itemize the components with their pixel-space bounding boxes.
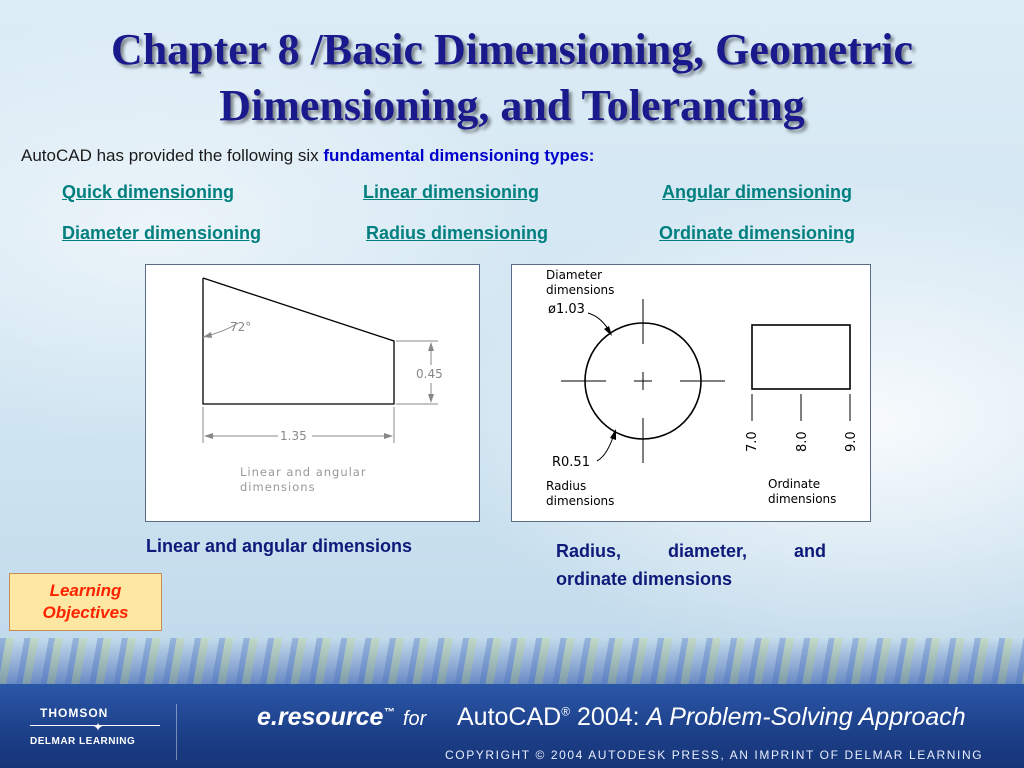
registered-mark: ®	[561, 704, 571, 719]
product-year: 2004:	[570, 703, 647, 731]
trademark-mark: ™	[383, 706, 395, 719]
footer-for: for	[403, 708, 427, 730]
height-label: 0.45	[416, 367, 443, 381]
figure-radius-diameter-ordinate	[511, 264, 871, 522]
intro-highlight: fundamental dimensioning types:	[323, 146, 595, 165]
eresource-logo	[257, 703, 394, 732]
title-line-2: Dimensioning, and Tolerancing	[219, 81, 805, 130]
diameter-label-line1: Diameter	[546, 268, 603, 282]
linear-angular-drawing	[146, 265, 479, 521]
star-icon: ✦	[93, 720, 104, 734]
ordinate-value-1: 7.0	[745, 431, 760, 452]
title-line-1: Chapter 8 /Basic Dimensioning, Geometric	[110, 25, 914, 74]
ordinate-label-line1: Ordinate	[768, 477, 821, 491]
figure1-note-line2: dimensions	[240, 480, 316, 494]
learning-objectives-line2: Objectives	[42, 603, 129, 622]
ordinate-value-2: 8.0	[795, 431, 810, 452]
footer-banner	[0, 684, 1024, 768]
angle-label: 72°	[230, 320, 252, 334]
link-linear-dimensioning[interactable]: Linear dimensioning	[363, 182, 540, 202]
radius-value: R0.51	[552, 455, 590, 470]
intro-plain: AutoCAD has provided the following six	[21, 146, 324, 165]
product-name: AutoCAD	[457, 703, 562, 731]
copyright-text: COPYRIGHT © 2004 AUTODESK PRESS, AN IMPRINT OF DELMAR LEARNING	[445, 748, 984, 762]
intro-text	[21, 146, 594, 166]
footer-divider	[176, 704, 177, 760]
eresource-text: e.resource	[257, 703, 384, 731]
ordinate-value-3: 9.0	[844, 431, 859, 452]
caption-word-radius: Radius,	[556, 541, 622, 561]
decorative-band	[0, 638, 1024, 688]
radius-label-line1: Radius	[546, 479, 587, 493]
caption-radius-diameter-ordinate	[556, 537, 826, 593]
link-quick-dimensioning[interactable]: Quick dimensioning	[62, 182, 235, 202]
radius-diameter-ordinate-drawing	[512, 265, 870, 521]
caption-line2: ordinate dimensions	[556, 569, 733, 589]
link-ordinate-dimensioning[interactable]: Ordinate dimensioning	[659, 223, 856, 243]
diameter-label-line2: dimensions	[546, 283, 615, 297]
delmar-logo-text: DELMAR LEARNING	[30, 736, 136, 747]
product-subtitle: A Problem-Solving Approach	[646, 703, 966, 731]
product-title	[457, 703, 966, 732]
link-diameter-dimensioning[interactable]: Diameter dimensioning	[62, 223, 262, 243]
ordinate-label-line2: dimensions	[768, 492, 837, 506]
radius-label-line2: dimensions	[546, 494, 615, 508]
figure-linear-angular	[145, 264, 480, 522]
thomson-logo-text: THOMSON	[40, 706, 109, 720]
width-label: 1.35	[280, 429, 307, 443]
caption-word-and: and	[793, 541, 826, 561]
link-angular-dimensioning[interactable]: Angular dimensioning	[662, 182, 853, 202]
diameter-value: ø1.03	[548, 302, 585, 317]
caption-linear-angular: Linear and angular dimensions	[146, 536, 413, 556]
slide-title	[0, 22, 1024, 134]
learning-objectives-button[interactable]	[9, 573, 162, 631]
learning-objectives-line1: Learning	[49, 581, 122, 600]
link-radius-dimensioning[interactable]: Radius dimensioning	[366, 223, 549, 243]
caption-word-diameter: diameter,	[667, 541, 748, 561]
figure1-note-line1: Linear and angular	[240, 465, 367, 479]
